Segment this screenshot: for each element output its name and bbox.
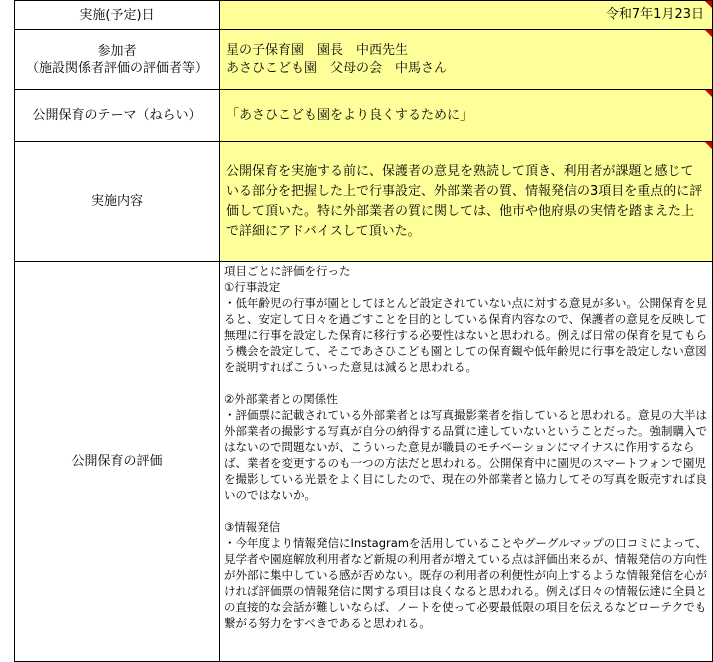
evaluation-section1-title: ①行事設定 bbox=[224, 280, 281, 294]
comment-marker-icon bbox=[705, 1, 712, 8]
row-participants bbox=[15, 30, 713, 90]
label-participants-line2: （施設関係者評価の評価者等） bbox=[25, 60, 208, 76]
evaluation-section3-title: ③情報発信 bbox=[224, 520, 281, 534]
spacer bbox=[224, 503, 708, 519]
evaluation-section3-body: ・今年度より情報発信にInstagramを活用していることやグーグルマップの口コミによって、見学者や園庭解放利用者など新規の利用者が増えている点は評価出来るが、情報発信の方向性が外部に集中している感が否めない。既存の利用者の利便性が向上するような情報発信を心がければ評価票の情報発信に関する項目は良くなると思われる。例えば日々の情報伝達に全員との直接的な会話が難しいならば、ノートを使って必要最低限の項目を伝えるなどローテクでも繋がる努力をすべきであると思われる。 bbox=[224, 536, 707, 630]
evaluation-intro: 項目ごとに評価を行った bbox=[224, 264, 351, 278]
evaluation-table bbox=[14, 0, 713, 662]
value-theme[interactable] bbox=[220, 90, 713, 142]
value-content-text: 公開保育を実施する前に、保護者の意見を熟読して頂き、利用者が課題と感じている部分を把握した上で行事設定、外部業者の質、情報発信の3項目を重点的に評価して頂いた。特に外部業者の質に関しては、他市や他府県の実情を踏まえた上で詳細にアドバイスして頂いた。 bbox=[226, 163, 703, 239]
spacer bbox=[224, 375, 708, 391]
label-content-text: 実施内容 bbox=[90, 194, 143, 209]
label-date bbox=[15, 1, 220, 30]
row-date bbox=[15, 1, 713, 30]
participant-1: 星の子保育園 園長 中西先生 bbox=[226, 42, 409, 58]
comment-marker-icon bbox=[705, 30, 712, 37]
value-evaluation[interactable] bbox=[220, 262, 713, 662]
value-content[interactable] bbox=[220, 142, 713, 262]
value-participants[interactable] bbox=[220, 30, 713, 90]
comment-marker-icon bbox=[705, 142, 712, 149]
comment-marker-icon bbox=[705, 90, 712, 97]
label-evaluation bbox=[15, 262, 220, 662]
label-participants bbox=[15, 30, 220, 90]
evaluation-section2-title: ②外部業者との関係性 bbox=[224, 392, 338, 406]
label-evaluation-text: 公開保育の評価 bbox=[71, 454, 163, 469]
label-theme bbox=[15, 90, 220, 142]
value-date-text: 令和7年1月23日 bbox=[605, 7, 704, 22]
evaluation-section2-body: ・評価票に記載されている外部業者とは写真撮影業者を指していると思われる。意見の大半は外部業者の撮影する写真が自分の納得する品質に達していないということだった。強制購入ではないので問題ないが、こういった意見が職員のモチベーションにマイナスに作用するならば、業者を変更するのも一つの方法だと思われる。公開保育中に園児のスマートフォンで園児を撮影している光景をよく目にしたので、現在の外部業者と協力してその写真を販売すれば良いのではないか。 bbox=[224, 408, 707, 502]
participant-2: あさひこども園 父母の会 中馬さん bbox=[226, 60, 448, 76]
label-participants-line1: 参加者 bbox=[97, 43, 137, 59]
value-theme-text: 「あさひこども園をより良くするために」 bbox=[226, 107, 474, 123]
row-content bbox=[15, 142, 713, 262]
evaluation-section1-body: ・低年齢児の行事が園としてほとんど設定されていない点に対する意見が多い。公開保育を見ると、安定して日々を過ごすことを目的としている保育内容なので、保護者の意見を反映して無理に行事を設定した保育に移行する必要性はないと思われる。例えば日常の保育を見てもらう機会を設定して、そこであさひこども園としての保育観や低年齢児に行事を設定しない意図を説明すればこういった意見は減ると思われる。 bbox=[224, 296, 707, 374]
label-date-text: 実施(予定)日 bbox=[79, 7, 155, 23]
row-evaluation bbox=[15, 262, 713, 662]
label-content bbox=[15, 142, 220, 262]
row-theme bbox=[15, 90, 713, 142]
value-date[interactable] bbox=[220, 1, 713, 30]
label-theme-text: 公開保育のテーマ（ねらい） bbox=[32, 108, 202, 123]
